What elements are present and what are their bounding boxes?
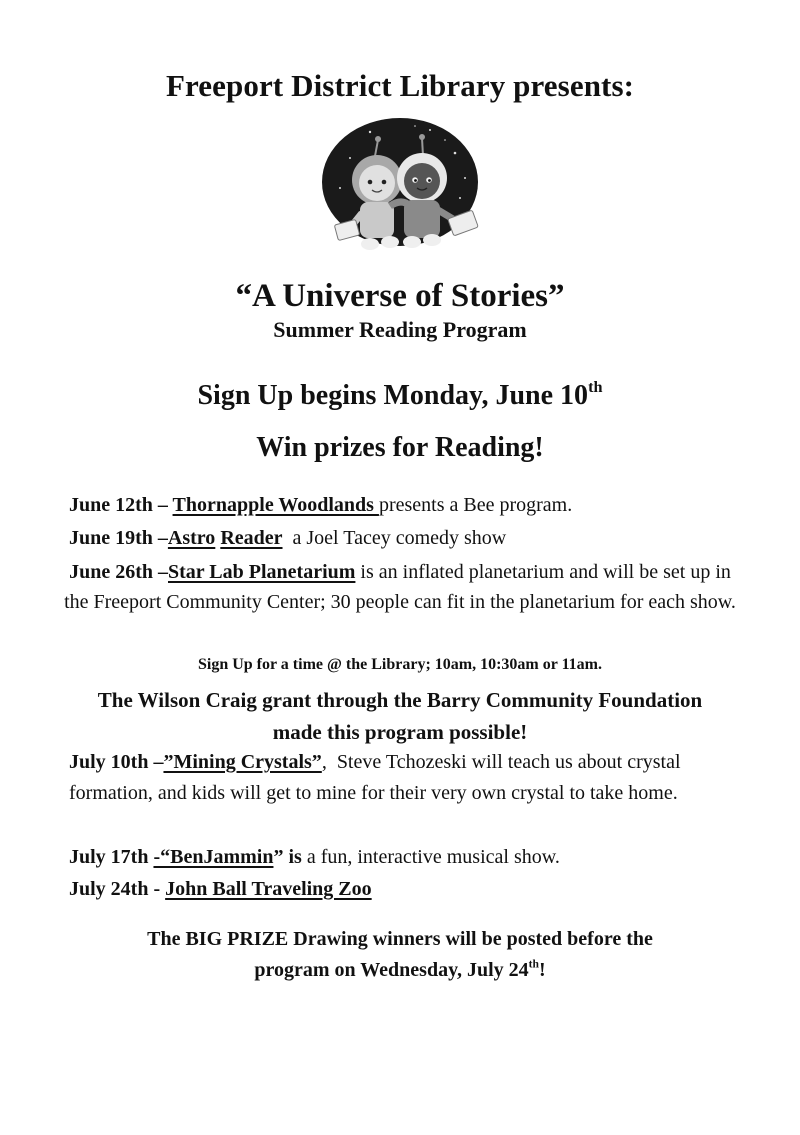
event-item xyxy=(69,747,739,809)
signup-ordinal: th xyxy=(588,377,603,396)
event-name: John Ball Traveling Zoo xyxy=(165,878,372,900)
event-date: July 24th - xyxy=(69,878,166,900)
big-prize-announcement xyxy=(60,924,740,986)
grant-line-2: made this program possible! xyxy=(272,720,528,744)
signup-announcement xyxy=(0,377,800,412)
program-name: “A Universe of Stories” xyxy=(235,278,565,314)
program-subtitle: Summer Reading Program xyxy=(273,317,527,342)
event-name-part: Astro xyxy=(167,527,216,549)
event-date: June 19th – xyxy=(69,527,168,549)
event-date: July 10th – xyxy=(69,751,164,773)
event-date: July 17th xyxy=(69,846,154,868)
big-prize-date-text: program on Wednesday, July 24 xyxy=(254,959,529,981)
signup-text: Sign Up begins Monday, June 10 xyxy=(197,380,589,411)
event-description: is an inflated planetarium and will be set up in the Freeport Community Center; 30 people can fit in the planetarium for each show. xyxy=(64,561,736,613)
event-item xyxy=(69,490,572,520)
event-item xyxy=(60,557,740,617)
event-name-suffix: ” is xyxy=(273,846,302,868)
event-date: June 12th – xyxy=(69,494,173,516)
event-name-part: Reader xyxy=(220,527,283,549)
event-item xyxy=(69,874,372,904)
win-prizes-line: Win prizes for Reading! xyxy=(256,432,544,463)
event-description: a fun, interactive musical show. xyxy=(301,846,560,868)
big-prize-exclamation: ! xyxy=(538,959,546,981)
event-name: Thornapple Woodlands xyxy=(172,494,379,516)
event-name: -“BenJammin xyxy=(153,846,274,868)
signup-time-note: Sign Up for a time @ the Library; 10am, 10:30am or 11am. xyxy=(197,656,603,673)
event-name: ”Mining Crystals” xyxy=(163,751,322,773)
page-title: Freeport District Library presents: xyxy=(165,68,635,103)
big-prize-ordinal: th xyxy=(528,957,539,971)
grant-acknowledgement xyxy=(60,684,740,748)
event-name: Star Lab Planetarium xyxy=(168,561,356,583)
big-prize-line-2 xyxy=(60,955,740,986)
event-description: presents a Bee program. xyxy=(378,494,573,516)
grant-line-1: The Wilson Craig grant through the Barry Community Foundation xyxy=(97,688,703,712)
astronaut-kids-illustration xyxy=(320,118,480,252)
big-prize-line-1: The BIG PRIZE Drawing winners will be posted before the xyxy=(147,928,653,950)
event-item xyxy=(69,842,560,872)
event-item xyxy=(69,523,506,553)
event-date: June 26th – xyxy=(69,561,168,583)
event-description: , Steve Tchozeski will teach us about crystal formation, and kids will get to mine for their very own crystal to take home. xyxy=(69,751,686,804)
event-description: a Joel Tacey comedy show xyxy=(282,527,507,549)
